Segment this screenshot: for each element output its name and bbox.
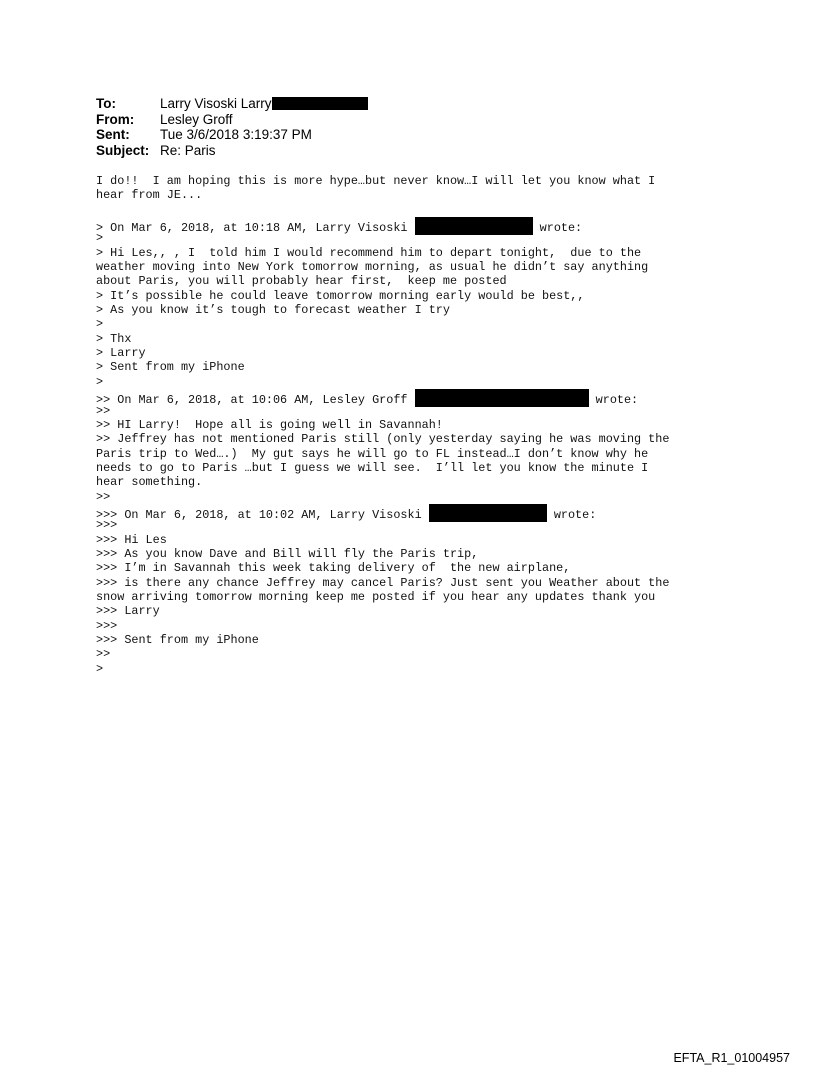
quoted-header-suffix: wrote: (532, 221, 583, 236)
body-line: > Sent from my iPhone (96, 360, 245, 375)
quoted-header-line (96, 389, 736, 408)
body-line: Paris trip to Wed….) My gut says he will go to FL instead…I don’t know why he (96, 446, 649, 461)
body-line: > As you know it’s tough to forecast weather I try (96, 303, 450, 318)
quoted-header-suffix: wrote: (546, 507, 597, 522)
body-line: >> (96, 489, 111, 504)
body-line: >> Jeffrey has not mentioned Paris still (only yesterday saying he was moving the (96, 432, 670, 447)
body-line: >>> Larry (96, 604, 160, 619)
from-label: From: (96, 111, 135, 127)
body-line (96, 203, 736, 217)
body-line: about Paris, you will probably hear first, keep me posted (96, 274, 507, 289)
body-line: > (96, 661, 104, 676)
sent-label: Sent: (96, 127, 130, 142)
redaction-box (272, 97, 368, 110)
body-line: > (96, 374, 104, 389)
subject-row (96, 143, 368, 159)
quoted-header-suffix: wrote: (588, 393, 639, 408)
redaction-box (429, 504, 547, 522)
body-line: >> (96, 647, 111, 662)
body-line: > (96, 231, 104, 246)
email-header (96, 96, 368, 158)
body-line: I do!! I am hoping this is more hype…but never know…I will let you know what I (96, 174, 656, 188)
body-line: >>> (96, 618, 118, 633)
quoted-header-line (96, 217, 736, 236)
body-line: > Larry (96, 346, 146, 361)
body-line: >>> I’m in Savannah this week taking delivery of the new airplane, (96, 561, 571, 576)
body-line: needs to go to Paris …but I guess we will see. I’ll let you know the minute I (96, 460, 649, 475)
body-line: hear something. (96, 475, 203, 490)
redaction-box (415, 217, 533, 235)
body-line: snow arriving tomorrow morning keep me posted if you hear any updates thank you (96, 589, 656, 604)
to-row (96, 96, 368, 112)
body-line: > (96, 317, 104, 332)
body-line: >> HI Larry! Hope all is going well in Savannah! (96, 417, 443, 432)
document-id: EFTA_R1_01004957 (673, 1051, 790, 1065)
quoted-header-line (96, 504, 736, 522)
quoted-header-text: > On Mar 6, 2018, at 10:18 AM, Larry Visoski (96, 221, 415, 236)
body-line: hear from JE... (96, 188, 203, 203)
body-line: > Thx (96, 331, 132, 346)
sent-row (96, 127, 368, 143)
body-line: >>> is there any chance Jeffrey may cancel Paris? Just sent you Weather about the (96, 575, 670, 590)
quoted-header-text: >>> On Mar 6, 2018, at 10:02 AM, Larry Visoski (96, 507, 429, 522)
sent-value: Tue 3/6/2018 3:19:37 PM (160, 127, 312, 142)
from-value: Lesley Groff (160, 111, 233, 127)
subject-value: Re: Paris (160, 142, 216, 158)
to-label: To: (96, 96, 116, 111)
redaction-box (415, 389, 589, 407)
body-line: >> (96, 403, 111, 418)
to-value: Larry Visoski Larry (160, 96, 272, 111)
body-line: >>> (96, 518, 118, 533)
quoted-header-text: >> On Mar 6, 2018, at 10:06 AM, Lesley Groff (96, 393, 415, 408)
subject-label: Subject: (96, 142, 150, 158)
body-line: weather moving into New York tomorrow morning, as usual he didn’t say anything (96, 260, 649, 275)
body-line: >>> As you know Dave and Bill will fly the Paris trip, (96, 546, 479, 561)
body-line: >>> Hi Les (96, 532, 167, 547)
body-line: > Hi Les,, , I told him I would recommend him to depart tonight, due to the (96, 245, 642, 260)
body-line: >>> Sent from my iPhone (96, 633, 259, 647)
email-body (96, 174, 736, 676)
from-row (96, 112, 368, 128)
body-line: > It’s possible he could leave tomorrow morning early would be best,, (96, 288, 585, 303)
